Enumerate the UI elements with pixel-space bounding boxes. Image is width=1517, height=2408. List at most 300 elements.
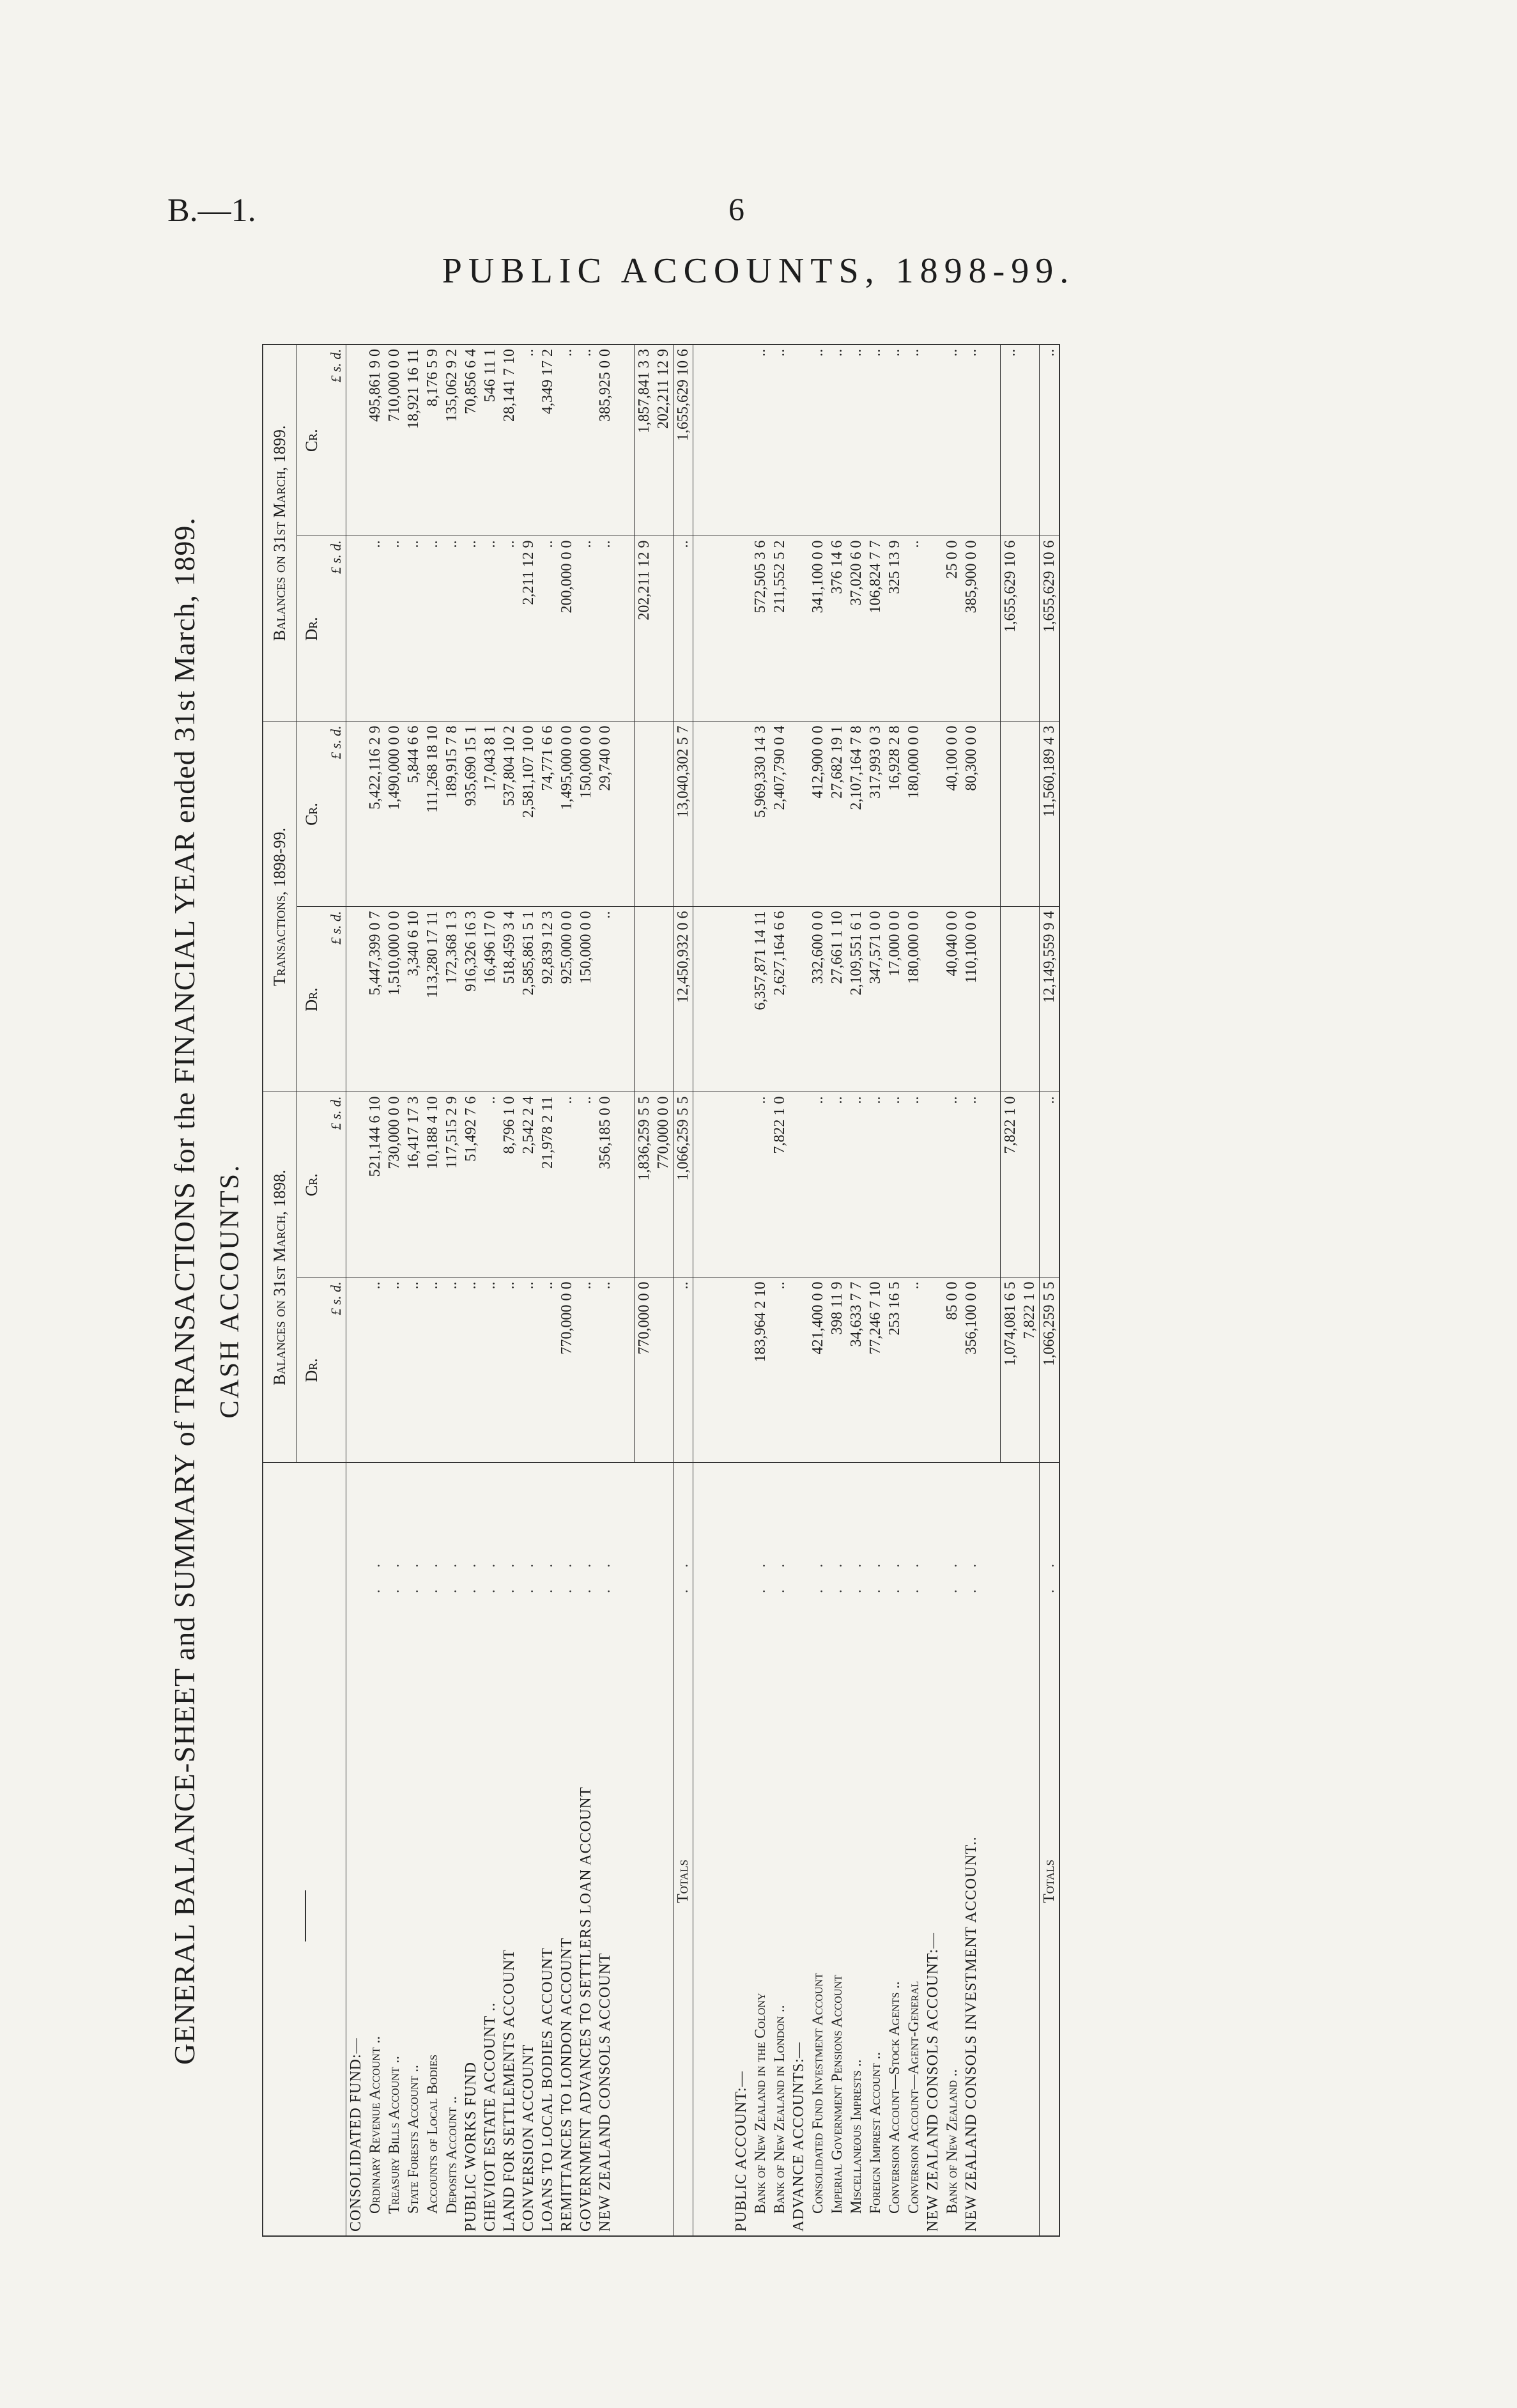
amount-cr99: .. — [885, 344, 904, 536]
amount-crt: 27,682 19 1 — [828, 722, 847, 907]
amount-cr98: .. — [943, 1092, 962, 1277]
page-number: 6 — [728, 191, 744, 227]
amount-dr99 — [923, 536, 943, 722]
row-label: Conversion Account—Agent-General — [905, 1980, 921, 2214]
row-label: NEW ZEALAND CONSOLS INVESTMENT ACCOUNT.. — [963, 1836, 980, 2232]
spacer-cell — [693, 1597, 713, 2236]
balance-sheet-table — [262, 344, 1060, 2237]
amount-drt: 172,368 1 3 — [442, 907, 461, 1092]
spacer-cell — [693, 1092, 713, 1277]
page-reference: B.—1. — [167, 192, 256, 229]
amount-cr98: 2,542 2 4 — [519, 1092, 538, 1277]
amount-dr98: 77,246 7 10 — [866, 1277, 885, 1463]
amount-dr99: 25 0 0 — [943, 536, 962, 722]
total-dr99: .. — [674, 536, 693, 722]
table-row — [808, 344, 828, 2236]
spacer-cell — [615, 1463, 635, 1597]
unit-header: £ s. d. — [327, 722, 346, 907]
header-cr: Cr. — [297, 344, 327, 536]
subtotal-row — [654, 344, 674, 2236]
amount-dr99: .. — [576, 536, 596, 722]
total-dr99: 1,655,629 10 6 — [1040, 536, 1060, 722]
header-cr: Cr. — [297, 722, 327, 907]
amount-cr99: .. — [519, 344, 538, 536]
leader-dots: . . — [386, 1555, 403, 1593]
subtotal-cr99: 1,857,841 3 3 — [635, 344, 654, 536]
total-dr98: .. — [674, 1277, 693, 1463]
amount-dr99: 37,020 6 0 — [847, 536, 866, 722]
amount-crt: 74,771 6 6 — [538, 722, 557, 907]
subtotal-dr99: 1,655,629 10 6 — [1001, 536, 1020, 722]
amount-crt: 189,915 7 8 — [442, 722, 461, 907]
amount-drt: 2,109,551 6 1 — [847, 907, 866, 1092]
amount-crt: 2,107,164 7 8 — [847, 722, 866, 907]
amount-crt: 16,928 2 8 — [885, 722, 904, 907]
amount-cr98: .. — [885, 1092, 904, 1277]
row-label: LAND FOR SETTLEMENTS ACCOUNT — [501, 1949, 518, 2232]
amount-crt: 40,100 0 0 — [943, 722, 962, 907]
leader-dots: . . — [963, 1555, 980, 1593]
amount-dr98: 421,400 0 0 — [808, 1277, 828, 1463]
amount-drt: 27,661 1 10 — [828, 907, 847, 1092]
amount-dr99: 376 14 6 — [828, 536, 847, 722]
amount-drt: 916,326 16 3 — [461, 907, 481, 1092]
leader-dots: . . — [539, 1555, 556, 1593]
row-label: State Forests Account .. — [405, 2065, 421, 2214]
unit-header: £ s. d. — [327, 907, 346, 1092]
spacer-cell — [693, 344, 713, 536]
leader-dots: . . — [463, 1555, 479, 1593]
amount-crt: 150,000 0 0 — [576, 722, 596, 907]
subtotal-crt — [1020, 722, 1040, 907]
amount-crt: 5,844 6 6 — [404, 722, 423, 907]
table-row — [481, 344, 500, 2236]
spacer-cell — [693, 1463, 713, 1597]
amount-cr98 — [923, 1092, 943, 1277]
subtotal-cr99 — [1020, 344, 1040, 536]
amount-crt: 29,740 0 0 — [596, 722, 615, 907]
amount-dr98: 85 0 0 — [943, 1277, 962, 1463]
amount-drt: 6,357,871 14 11 — [751, 907, 770, 1092]
table-row — [557, 344, 576, 2236]
leader-dots: . . — [558, 1555, 575, 1593]
leader-dots: . . — [674, 1463, 693, 1597]
empty-label — [654, 1597, 674, 2236]
amount-cr99 — [923, 344, 943, 536]
row-label: Bank of New Zealand .. — [944, 2069, 960, 2214]
spacer-cell — [693, 536, 713, 722]
row-label: LOANS TO LOCAL BODIES ACCOUNT — [539, 1947, 556, 2232]
amount-cr99: .. — [751, 344, 770, 536]
amount-drt: 16,496 17 0 — [481, 907, 500, 1092]
row-label: CONSOLIDATED FUND:— — [348, 2037, 364, 2232]
amount-dr99: 341,100 0 0 — [808, 536, 828, 722]
amount-crt — [346, 722, 366, 907]
amount-cr98: 21,978 2 11 — [538, 1092, 557, 1277]
amount-dr99: .. — [423, 536, 442, 722]
amount-cr99: .. — [808, 344, 828, 536]
subtotal-dr99 — [1020, 536, 1040, 722]
spacer-cell — [712, 722, 732, 907]
subtotal-dr98: 770,000 0 0 — [635, 1277, 654, 1463]
amount-dr98: .. — [596, 1277, 615, 1463]
subtotal-drt — [654, 907, 674, 1092]
spacer-cell — [615, 722, 635, 907]
spacer-cell — [615, 344, 635, 536]
amount-cr98: .. — [847, 1092, 866, 1277]
amount-cr99: .. — [576, 344, 596, 536]
spacer-cell — [712, 1092, 732, 1277]
amount-drt: 110,100 0 0 — [962, 907, 981, 1092]
amount-dr99: .. — [385, 536, 404, 722]
leader-dots: . . — [771, 1555, 788, 1593]
amount-dr98: .. — [423, 1277, 442, 1463]
spacer-cell — [712, 907, 732, 1092]
amount-cr99: .. — [943, 344, 962, 536]
spacer-cell — [615, 536, 635, 722]
table-row — [576, 344, 596, 2236]
amount-crt — [732, 722, 751, 907]
amount-dr98: 770,000 0 0 — [557, 1277, 576, 1463]
table-row — [751, 344, 770, 2236]
empty-label — [1001, 1597, 1020, 2236]
empty-dots — [1001, 1463, 1020, 1597]
total-cr98: 1,066,259 5 5 — [674, 1092, 693, 1277]
row-label: NEW ZEALAND CONSOLS ACCOUNT — [597, 1952, 613, 2232]
spacer-cell — [981, 1597, 1001, 2236]
leader-dots: . . — [905, 1555, 922, 1593]
amount-drt: 5,447,399 0 7 — [366, 907, 385, 1092]
table-row — [538, 344, 557, 2236]
amount-dr98: .. — [481, 1277, 500, 1463]
table-row — [847, 344, 866, 2236]
table-title: GENERAL BALANCE-SHEET and SUMMARY of TRANSACTIONS for the FINANCIAL YEAR ended 31st March, 1899. — [168, 517, 201, 2065]
amount-crt: 17,043 8 1 — [481, 722, 500, 907]
amount-cr98: .. — [576, 1092, 596, 1277]
amount-drt: 3,340 6 10 — [404, 907, 423, 1092]
total-cr99: 1,655,629 10 6 — [674, 344, 693, 536]
amount-dr99: 200,000 0 0 — [557, 536, 576, 722]
leader-dots: . . — [424, 1555, 441, 1593]
amount-crt — [923, 722, 943, 907]
amount-dr98: .. — [366, 1277, 385, 1463]
amount-dr98 — [732, 1277, 751, 1463]
subtotal-dr98: 1,074,081 6 5 — [1001, 1277, 1020, 1463]
amount-dr99: .. — [366, 536, 385, 722]
amount-cr99: 710,000 0 0 — [385, 344, 404, 536]
amount-cr98: .. — [904, 1092, 923, 1277]
unit-header: £ s. d. — [327, 1092, 346, 1277]
row-label: Deposits Account .. — [443, 2096, 459, 2214]
amount-cr99: .. — [770, 344, 789, 536]
spacer-cell — [712, 1597, 732, 2236]
spacer-cell — [693, 722, 713, 907]
amount-cr98: 16,417 17 3 — [404, 1092, 423, 1277]
subtotal-crt — [654, 722, 674, 907]
spacer-cell — [615, 1277, 635, 1463]
table-row — [789, 344, 808, 2236]
page-header: PUBLIC ACCOUNTS, 1898-99. — [442, 251, 1075, 291]
amount-cr98: .. — [557, 1092, 576, 1277]
amount-crt: 5,969,330 14 3 — [751, 722, 770, 907]
header-dr: Dr. — [297, 907, 327, 1092]
subtotal-row — [635, 344, 654, 2236]
amount-crt: 5,422,116 2 9 — [366, 722, 385, 907]
spacer-cell — [693, 907, 713, 1092]
subtotal-dr99 — [654, 536, 674, 722]
amount-cr98: 730,000 0 0 — [385, 1092, 404, 1277]
amount-cr98: .. — [962, 1092, 981, 1277]
spacer-cell — [615, 1092, 635, 1277]
amount-cr99: 546 11 1 — [481, 344, 500, 536]
subtotal-crt — [1001, 722, 1020, 907]
amount-cr98: 7,822 1 0 — [770, 1092, 789, 1277]
leader-dots — [789, 1463, 808, 1597]
row-label: Foreign Imprest Account .. — [867, 2051, 883, 2214]
spacer-row — [981, 344, 1001, 2236]
header-balances-1899: Balances on 31st March, 1899. — [263, 344, 297, 722]
amount-drt: 518,459 3 4 — [500, 907, 519, 1092]
subtotal-dr98 — [654, 1277, 674, 1463]
amount-drt — [732, 907, 751, 1092]
amount-dr98: .. — [404, 1277, 423, 1463]
amount-drt — [789, 907, 808, 1092]
row-label: Bank of New Zealand in London .. — [771, 2005, 787, 2214]
leader-dots: . . — [752, 1555, 769, 1593]
amount-crt — [789, 722, 808, 907]
amount-cr98: .. — [866, 1092, 885, 1277]
table-subtitle: CASH ACCOUNTS. — [215, 1163, 245, 1419]
amount-cr98: 51,492 7 6 — [461, 1092, 481, 1277]
subtotal-cr98: 770,000 0 0 — [654, 1092, 674, 1277]
amount-cr98: 8,796 1 0 — [500, 1092, 519, 1277]
table-row — [366, 344, 385, 2236]
table-row — [346, 344, 366, 2236]
leader-dots: . . — [886, 1555, 903, 1593]
amount-dr99: 385,900 0 0 — [962, 536, 981, 722]
rotated-balance-sheet — [167, 313, 1337, 2262]
header-dr: Dr. — [297, 536, 327, 722]
spacer-cell — [712, 536, 732, 722]
row-label: Imperial Government Pensions Account — [829, 1975, 845, 2214]
empty-dots — [654, 1463, 674, 1597]
total-drt: 12,450,932 0 6 — [674, 907, 693, 1092]
amount-dr99: .. — [538, 536, 557, 722]
empty-label — [1020, 1597, 1040, 2236]
amount-drt: 113,280 17 11 — [423, 907, 442, 1092]
amount-cr98: .. — [481, 1092, 500, 1277]
table-row — [404, 344, 423, 2236]
spacer-cell — [615, 1597, 635, 2236]
amount-dr99: 325 13 9 — [885, 536, 904, 722]
amount-dr99: .. — [442, 536, 461, 722]
amount-dr98: .. — [538, 1277, 557, 1463]
table-row — [866, 344, 885, 2236]
amount-cr99: 70,856 6 4 — [461, 344, 481, 536]
amount-dr99: 572,505 3 6 — [751, 536, 770, 722]
amount-cr99: .. — [866, 344, 885, 536]
amount-drt: 150,000 0 0 — [576, 907, 596, 1092]
leader-dots: . . — [501, 1555, 518, 1593]
amount-dr99 — [732, 536, 751, 722]
subtotal-row — [1020, 344, 1040, 2236]
amount-crt: 2,407,790 0 4 — [770, 722, 789, 907]
amount-dr98: .. — [385, 1277, 404, 1463]
subtotal-dr99: 202,211 12 9 — [635, 536, 654, 722]
spacer-row — [693, 344, 713, 2236]
leader-dots — [923, 1463, 943, 1597]
amount-dr98 — [346, 1277, 366, 1463]
table-row — [461, 344, 481, 2236]
amount-drt: 92,839 12 3 — [538, 907, 557, 1092]
spacer-cell — [981, 1277, 1001, 1463]
amount-drt: 925,000 0 0 — [557, 907, 576, 1092]
amount-crt: 180,000 0 0 — [904, 722, 923, 907]
empty-dots — [635, 1463, 654, 1597]
subtotal-drt — [1020, 907, 1040, 1092]
amount-crt: 1,495,000 0 0 — [557, 722, 576, 907]
amount-cr98: .. — [808, 1092, 828, 1277]
amount-drt — [346, 907, 366, 1092]
table-row — [962, 344, 981, 2236]
row-label: PUBLIC WORKS FUND — [463, 2062, 479, 2232]
spacer-cell — [981, 536, 1001, 722]
total-crt: 11,560,189 4 3 — [1040, 722, 1060, 907]
amount-cr98: .. — [828, 1092, 847, 1277]
amount-dr98 — [789, 1277, 808, 1463]
table-row — [385, 344, 404, 2236]
amount-dr99: .. — [500, 536, 519, 722]
leader-dots: . . — [520, 1555, 537, 1593]
table-body — [263, 344, 1059, 2236]
amount-dr99: .. — [904, 536, 923, 722]
leader-dots: . . — [597, 1555, 613, 1593]
total-crt: 13,040,302 5 7 — [674, 722, 693, 907]
amount-cr99: .. — [962, 344, 981, 536]
amount-dr99 — [346, 536, 366, 722]
row-label: Ordinary Revenue Account .. — [367, 2036, 383, 2214]
table-row — [596, 344, 615, 2236]
amount-dr99: .. — [596, 536, 615, 722]
dash-icon — [305, 1891, 306, 1942]
amount-drt: 2,585,861 5 1 — [519, 907, 538, 1092]
leader-dots: . . — [443, 1555, 460, 1593]
amount-drt: 17,000 0 0 — [885, 907, 904, 1092]
amount-dr98: .. — [770, 1277, 789, 1463]
amount-dr98: 183,964 2 10 — [751, 1277, 770, 1463]
leader-dots: . . — [1040, 1463, 1060, 1597]
amount-cr99 — [789, 344, 808, 536]
amount-cr98 — [346, 1092, 366, 1277]
row-label: ADVANCE ACCOUNTS:— — [790, 2042, 807, 2232]
amount-cr99: 28,141 7 10 — [500, 344, 519, 536]
amount-dr99: 2,211 12 9 — [519, 536, 538, 722]
amount-crt: 80,300 0 0 — [962, 722, 981, 907]
table-row — [770, 344, 789, 2236]
amount-dr99: 106,824 7 7 — [866, 536, 885, 722]
table-row — [442, 344, 461, 2236]
amount-dr98: 253 16 5 — [885, 1277, 904, 1463]
amount-drt: 2,627,164 6 6 — [770, 907, 789, 1092]
dots-header-cell — [263, 1463, 346, 1597]
amount-drt: 180,000 0 0 — [904, 907, 923, 1092]
table-row — [828, 344, 847, 2236]
amount-drt: 1,510,000 0 0 — [385, 907, 404, 1092]
amount-cr99: 495,861 9 0 — [366, 344, 385, 536]
label-header-cell — [263, 1597, 346, 2236]
row-label: Miscellaneous Imprests .. — [848, 2059, 864, 2214]
table-row — [519, 344, 538, 2236]
total-cr98: .. — [1040, 1092, 1060, 1277]
leader-dots: . . — [944, 1555, 960, 1593]
amount-dr98: .. — [442, 1277, 461, 1463]
amount-dr99: .. — [481, 536, 500, 722]
amount-cr99: .. — [904, 344, 923, 536]
leader-dots: . . — [829, 1555, 845, 1593]
leader-dots: . . — [367, 1555, 383, 1593]
amount-cr99: 135,062 9 2 — [442, 344, 461, 536]
row-label: Conversion Account—Stock Agents .. — [886, 1981, 902, 2214]
group-header-row — [263, 344, 297, 2236]
amount-dr99: .. — [404, 536, 423, 722]
amount-dr98: 356,100 0 0 — [962, 1277, 981, 1463]
amount-drt — [923, 907, 943, 1092]
table-row — [885, 344, 904, 2236]
amount-crt: 935,690 15 1 — [461, 722, 481, 907]
spacer-cell — [712, 1463, 732, 1597]
empty-label — [635, 1597, 654, 2236]
totals-row — [674, 344, 693, 2236]
amount-dr98 — [923, 1277, 943, 1463]
table-row — [500, 344, 519, 2236]
subtotal-cr99: 202,211 12 9 — [654, 344, 674, 536]
table-row — [423, 344, 442, 2236]
row-label: CONVERSION ACCOUNT — [520, 2044, 537, 2232]
row-label: Consolidated Fund Investment Account — [810, 1973, 826, 2214]
spacer-cell — [981, 722, 1001, 907]
row-label: GOVERNMENT ADVANCES TO SETTLERS LOAN ACCOUNT — [578, 1786, 594, 2232]
unit-header: £ s. d. — [327, 536, 346, 722]
amount-dr98: .. — [904, 1277, 923, 1463]
subtotal-cr98 — [1020, 1092, 1040, 1277]
amount-drt: 332,600 0 0 — [808, 907, 828, 1092]
row-label: REMITTANCES TO LONDON ACCOUNT — [558, 1937, 575, 2232]
subtotal-dr98: 7,822 1 0 — [1020, 1277, 1040, 1463]
spacer-cell — [981, 1092, 1001, 1277]
header-cr: Cr. — [297, 1092, 327, 1277]
table-row — [732, 344, 751, 2236]
spacer-row — [712, 344, 732, 2236]
leader-dots: . . — [578, 1555, 594, 1593]
row-label: PUBLIC ACCOUNT:— — [733, 2071, 750, 2232]
row-label: Bank of New Zealand in the Colony — [752, 1993, 768, 2214]
total-drt: 12,149,559 9 4 — [1040, 907, 1060, 1092]
amount-drt: .. — [596, 907, 615, 1092]
amount-dr99: 211,552 5 2 — [770, 536, 789, 722]
amount-crt: 2,581,107 10 0 — [519, 722, 538, 907]
subtotal-row — [1001, 344, 1020, 2236]
spacer-row — [615, 344, 635, 2236]
amount-cr98 — [732, 1092, 751, 1277]
row-label: Accounts of Local Bodies — [424, 2054, 440, 2214]
amount-dr98: .. — [576, 1277, 596, 1463]
spacer-cell — [693, 1277, 713, 1463]
amount-cr99 — [732, 344, 751, 536]
amount-dr98: .. — [461, 1277, 481, 1463]
table-row — [904, 344, 923, 2236]
total-cr99: .. — [1040, 344, 1060, 536]
empty-dots — [1020, 1463, 1040, 1597]
